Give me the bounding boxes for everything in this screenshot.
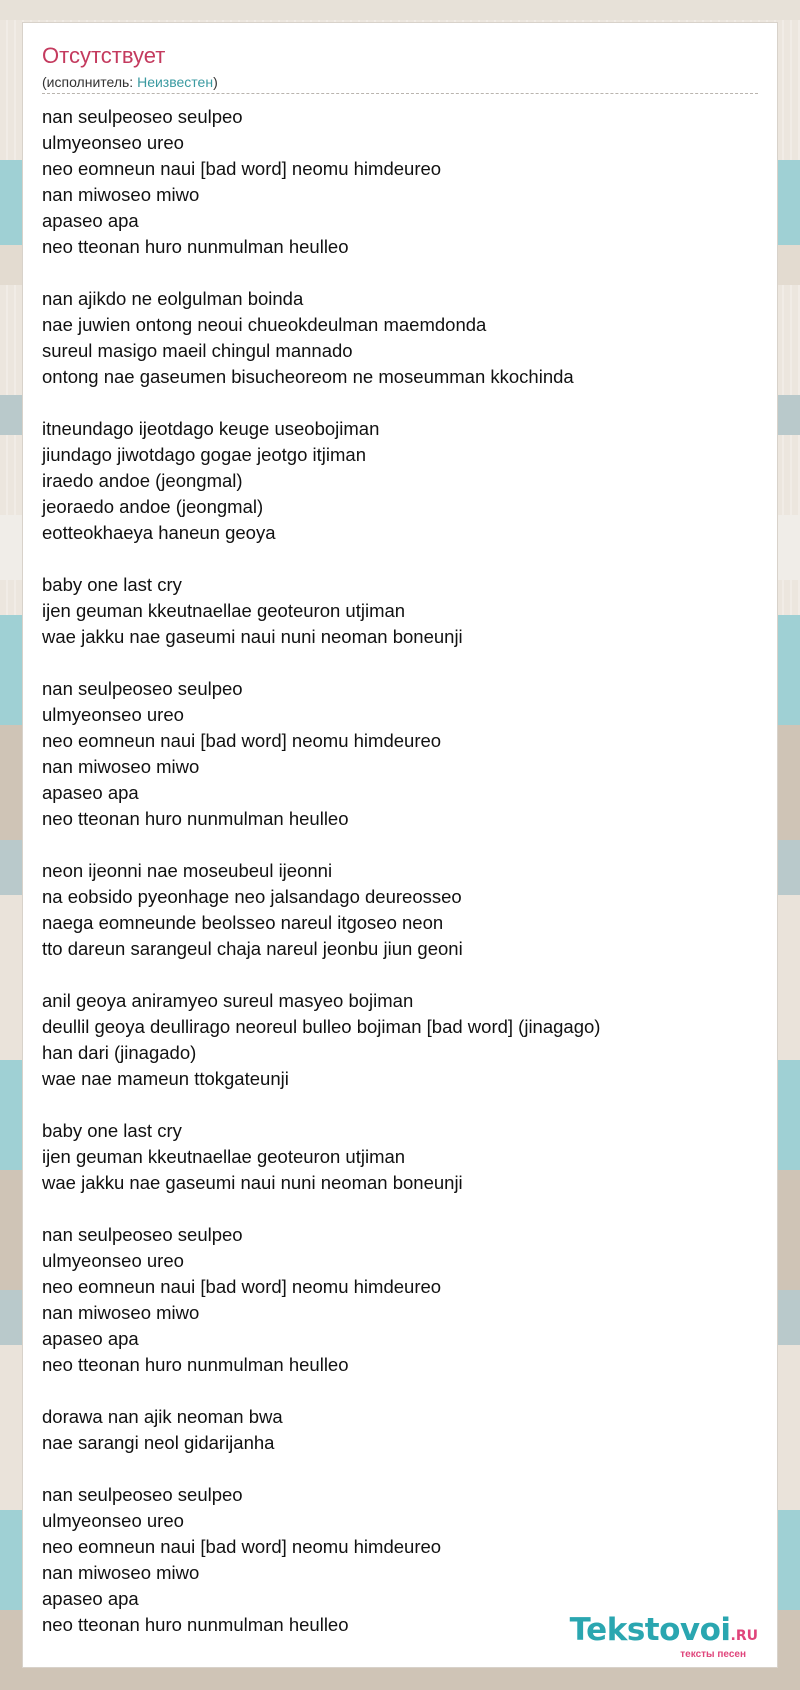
logo-tagline: тексты песен: [680, 1649, 746, 1660]
artist-link[interactable]: Неизвестен: [137, 74, 214, 90]
lyric-line: nan seulpeoseo seulpeo: [42, 678, 243, 699]
lyric-line: neo eomneun naui [bad word] neomu himdeureo: [42, 1276, 442, 1297]
lyric-line: deullil geoya deullirago neoreul bulleo bojiman [bad word] (jinagago): [42, 1016, 601, 1037]
lyric-line: wae nae mameun ttokgateunji: [42, 1068, 289, 1089]
lyric-line: apaseo apa: [42, 782, 139, 803]
lyric-line: na eobsido pyeonhage neo jalsandago deureosseo: [42, 886, 462, 907]
lyric-line: nae juwien ontong neoui chueokdeulman maemdonda: [42, 314, 487, 335]
lyric-line: ijen geuman kkeutnaellae geoteuron utjiman: [42, 600, 406, 621]
stanza-gap: [42, 1378, 758, 1404]
site-logo[interactable]: [570, 1613, 758, 1661]
stanza-gap: [42, 546, 758, 572]
lyric-line: apaseo apa: [42, 1588, 139, 1609]
lyric-line: ontong nae gaseumen bisucheoreom ne moseumman kkochinda: [42, 366, 574, 387]
lyric-line: ulmyeonseo ureo: [42, 132, 184, 153]
lyric-line: neo tteonan huro nunmulman heulleo: [42, 1354, 349, 1375]
lyric-line: nae sarangi neol gidarijanha: [42, 1432, 275, 1453]
lyric-line: wae jakku nae gaseumi naui nuni neoman boneunji: [42, 1172, 463, 1193]
lyric-line: han dari (jinagado): [42, 1042, 197, 1063]
lyric-line: itneundago ijeotdago keuge useobojiman: [42, 418, 380, 439]
lyric-line: neo eomneun naui [bad word] neomu himdeureo: [42, 730, 442, 751]
lyric-line: ulmyeonseo ureo: [42, 1250, 184, 1271]
lyric-line: jeoraedo andoe (jeongmal): [42, 496, 264, 517]
lyric-line: nan ajikdo ne eolgulman boinda: [42, 288, 304, 309]
lyric-line: apaseo apa: [42, 1328, 139, 1349]
stanza-gap: [42, 390, 758, 416]
lyric-line: nan miwoseo miwo: [42, 1302, 200, 1323]
lyric-line: eotteokhaeya haneun geoya: [42, 522, 276, 543]
lyric-line: iraedo andoe (jeongmal): [42, 470, 243, 491]
lyric-line: baby one last cry: [42, 1120, 182, 1141]
lyric-line: ulmyeonseo ureo: [42, 704, 184, 725]
song-title: Отсутствует: [42, 43, 166, 68]
lyric-line: nan seulpeoseo seulpeo: [42, 1484, 243, 1505]
lyric-line: neo tteonan huro nunmulman heulleo: [42, 236, 349, 257]
lyric-line: dorawa nan ajik neoman bwa: [42, 1406, 283, 1427]
lyric-line: neo tteonan huro nunmulman heulleo: [42, 1614, 349, 1635]
title-divider: [42, 93, 758, 94]
lyric-line: neo eomneun naui [bad word] neomu himdeureo: [42, 1536, 442, 1557]
artist-line: [42, 74, 218, 91]
lyric-line: sureul masigo maeil chingul mannado: [42, 340, 353, 361]
lyric-line: nan miwoseo miwo: [42, 184, 200, 205]
artist-suffix: ): [213, 74, 218, 90]
lyric-line: apaseo apa: [42, 210, 139, 231]
lyric-line: neon ijeonni nae moseubeul ijeonni: [42, 860, 333, 881]
stanza-gap: [42, 1092, 758, 1118]
lyric-line: nan seulpeoseo seulpeo: [42, 106, 243, 127]
lyrics-text: [42, 104, 758, 1638]
lyric-line: nan seulpeoseo seulpeo: [42, 1224, 243, 1245]
lyrics-card: [22, 22, 778, 1668]
lyric-line: neo tteonan huro nunmulman heulleo: [42, 808, 349, 829]
lyric-line: naega eomneunde beolsseo nareul itgoseo neon: [42, 912, 444, 933]
lyric-line: neo eomneun naui [bad word] neomu himdeureo: [42, 158, 442, 179]
lyric-line: anil geoya aniramyeo sureul masyeo bojiman: [42, 990, 414, 1011]
logo-main-text: Tekstovoi: [569, 1612, 731, 1648]
lyric-line: jiundago jiwotdago gogae jeotgo itjiman: [42, 444, 366, 465]
stanza-gap: [42, 832, 758, 858]
stanza-gap: [42, 1456, 758, 1482]
lyric-line: ulmyeonseo ureo: [42, 1510, 184, 1531]
stanza-gap: [42, 650, 758, 676]
stanza-gap: [42, 962, 758, 988]
stanza-gap: [42, 1196, 758, 1222]
lyric-line: nan miwoseo miwo: [42, 1562, 200, 1583]
lyric-line: ijen geuman kkeutnaellae geoteuron utjiman: [42, 1146, 406, 1167]
logo-wordmark: [570, 1613, 758, 1653]
lyric-line: wae jakku nae gaseumi naui nuni neoman boneunji: [42, 626, 463, 647]
stanza-gap: [42, 260, 758, 286]
lyric-line: tto dareun sarangeul chaja nareul jeonbu jiun geoni: [42, 938, 463, 959]
artist-prefix: (исполнитель:: [42, 74, 138, 90]
lyric-line: baby one last cry: [42, 574, 182, 595]
logo-domain: .RU: [730, 1628, 758, 1644]
lyric-line: nan miwoseo miwo: [42, 756, 200, 777]
